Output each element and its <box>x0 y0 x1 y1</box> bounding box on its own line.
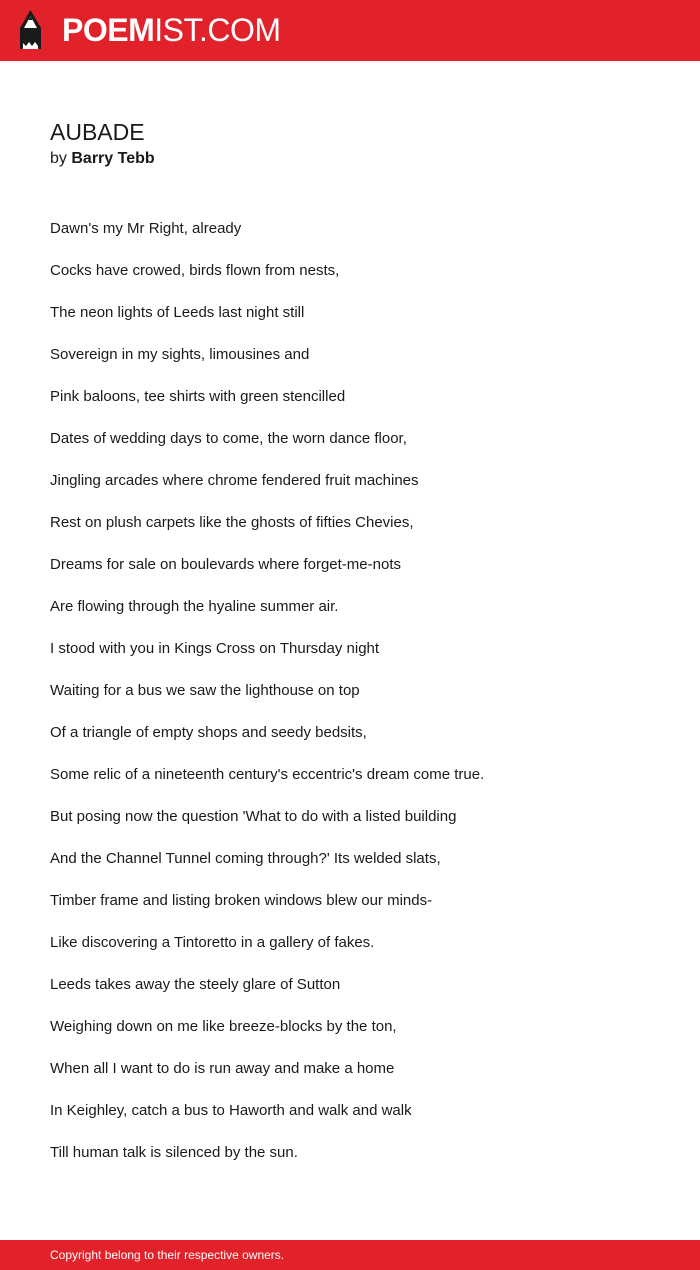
poem-line: When all I want to do is run away and make a home <box>50 1060 395 1077</box>
poem-line: Weighing down on me like breeze-blocks by the ton, <box>50 1018 397 1035</box>
poem-line: Cocks have crowed, birds flown from nests, <box>50 262 340 279</box>
poem-line: Dreams for sale on boulevards where forget-me-nots <box>50 556 401 573</box>
poem-body <box>50 218 484 1184</box>
poem-line: But posing now the question 'What to do with a listed building <box>50 808 457 825</box>
poem-line: Jingling arcades where chrome fendered fruit machines <box>50 472 419 489</box>
poem-line: Rest on plush carpets like the ghosts of fifties Chevies, <box>50 514 414 531</box>
poem-line: Of a triangle of empty shops and seedy bedsits, <box>50 724 367 741</box>
poem-line: The neon lights of Leeds last night still <box>50 304 305 321</box>
poem-line: Pink baloons, tee shirts with green stencilled <box>50 388 346 405</box>
poem-title: AUBADE <box>50 119 145 145</box>
poem-line: I stood with you in Kings Cross on Thursday night <box>50 640 380 657</box>
poem-author: Barry Tebb <box>71 150 155 167</box>
poem-line: Dawn's my Mr Right, already <box>50 220 242 237</box>
poem-line: Timber frame and listing broken windows blew our minds- <box>50 892 433 909</box>
logo-text-bold: POEM <box>62 12 155 48</box>
poem-line: Some relic of a nineteenth century's eccentric's dream come true. <box>50 766 485 783</box>
pencil-icon[interactable] <box>17 9 44 51</box>
poem-line: Sovereign in my sights, limousines and <box>50 346 310 363</box>
copyright-text: Copyright belong to their respective owners. <box>50 1248 285 1262</box>
site-logo[interactable] <box>62 11 281 49</box>
poem-line: Till human talk is silenced by the sun. <box>50 1144 298 1161</box>
poem-line: Are flowing through the hyaline summer air. <box>50 598 339 615</box>
poem-line: And the Channel Tunnel coming through?' Its welded slats, <box>50 850 441 867</box>
by-label: by <box>50 150 67 167</box>
poem-line: Waiting for a bus we saw the lighthouse on top <box>50 682 360 699</box>
poem-line: Dates of wedding days to come, the worn dance floor, <box>50 430 407 447</box>
poem-line: Like discovering a Tintoretto in a gallery of fakes. <box>50 934 375 951</box>
site-header <box>0 0 700 61</box>
logo-text-light: IST.COM <box>154 12 281 48</box>
site-footer <box>0 1240 700 1270</box>
poem-line: In Keighley, catch a bus to Haworth and walk and walk <box>50 1102 412 1119</box>
poem-line: Leeds takes away the steely glare of Sutton <box>50 976 341 993</box>
poem-byline <box>50 149 155 169</box>
